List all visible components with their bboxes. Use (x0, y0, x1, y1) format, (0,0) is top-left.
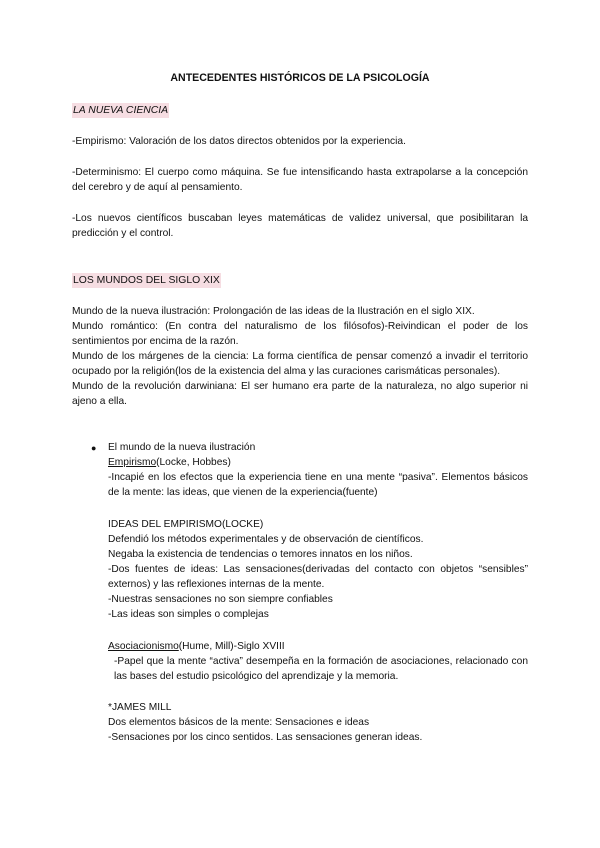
empirismo-authors: (Locke, Hobbes) (156, 457, 231, 468)
bullet-content (108, 440, 528, 500)
locke-line: -Nuestras sensaciones no son siempre confiables (108, 594, 333, 605)
locke-line: Negaba la existencia de tendencias o temores innatos en los niños. (108, 549, 413, 560)
paragraph-text: -Determinismo: El cuerpo como máquina. Se fue intensificando hasta extrapolarse a la concepción del cerebro y de aquí al pensamiento. (72, 167, 528, 193)
document-title: ANTECEDENTES HISTÓRICOS DE LA PSICOLOGÍA (170, 72, 430, 84)
asociacionismo-heading (108, 639, 528, 654)
mundo-line: Mundo de la revolución darwiniana: El ser humano era parte de la naturaleza, no algo superior ni ajeno a ella. (72, 381, 528, 407)
james-mill-heading: *JAMES MILL (108, 702, 172, 713)
bullet-title: El mundo de la nueva ilustración (108, 442, 256, 453)
asociacionismo-label: Asociacionismo (108, 641, 179, 652)
james-mill-line: Dos elementos básicos de la mente: Sensaciones e ideas (108, 717, 370, 728)
empirismo-heading (108, 455, 528, 470)
section-heading-nueva-ciencia: LA NUEVA CIENCIA (73, 105, 169, 116)
locke-line: -Dos fuentes de ideas: Las sensaciones(derivadas del contacto con objetos “sensibles” externos) y las reflexiones internas de la mente. (108, 564, 528, 590)
locke-heading: IDEAS DEL EMPIRISMO(LOCKE) (108, 519, 264, 530)
locke-line: Defendió los métodos experimentales y de observación de científicos. (108, 534, 424, 545)
mundo-line: Mundo de la nueva ilustración: Prolongación de las ideas de la Ilustración en el siglo XIX. (72, 306, 475, 317)
james-mill-block (108, 700, 528, 745)
section-heading-mundos-siglo-xix: LOS MUNDOS DEL SIGLO XIX (73, 275, 220, 286)
mundo-line: Mundo de los márgenes de la ciencia: La forma científica de pensar comenzó a invadir el territorio ocupado por la religión(los de la existencia del alma y las curaciones carismáticas personales). (72, 351, 528, 377)
bullet-icon: ● (91, 443, 97, 453)
paragraph-text: -Los nuevos científicos buscaban leyes matemáticas de validez universal, que posibilitaran la predicción y el control. (72, 213, 528, 239)
empirismo-text: -Incapié en los efectos que la experiencia tiene en una mente “pasiva”. Elementos básicos de la mente: las ideas, que vienen de la experiencia(fuente) (108, 472, 528, 498)
paragraph-empirismo (72, 134, 528, 149)
asociacionismo-block (108, 639, 528, 684)
mundos-list (72, 304, 528, 409)
asociacionismo-text: -Papel que la mente “activa” desempeña en la formación de asociaciones, relacionado con las bases del estudio psicológico del aprendizaje y la memoria. (114, 656, 528, 682)
asociacionismo-authors: (Hume, Mill)-Siglo XVIII (178, 641, 285, 652)
paragraph-nuevos-cientificos (72, 211, 528, 241)
mundo-line: Mundo romántico: (En contra del naturalismo de los filósofos)-Reivindican el poder de los sentimientos por encima de la razón. (72, 321, 528, 347)
locke-line: -Las ideas son simples o complejas (108, 609, 269, 620)
paragraph-text: -Empirismo: Valoración de los datos directos obtenidos por la experiencia. (72, 136, 406, 147)
james-mill-line: -Sensaciones por los cinco sentidos. Las sensaciones generan ideas. (108, 732, 423, 743)
empirismo-label: Empirismo (108, 457, 157, 468)
paragraph-determinismo (72, 165, 528, 195)
locke-block (108, 517, 528, 622)
